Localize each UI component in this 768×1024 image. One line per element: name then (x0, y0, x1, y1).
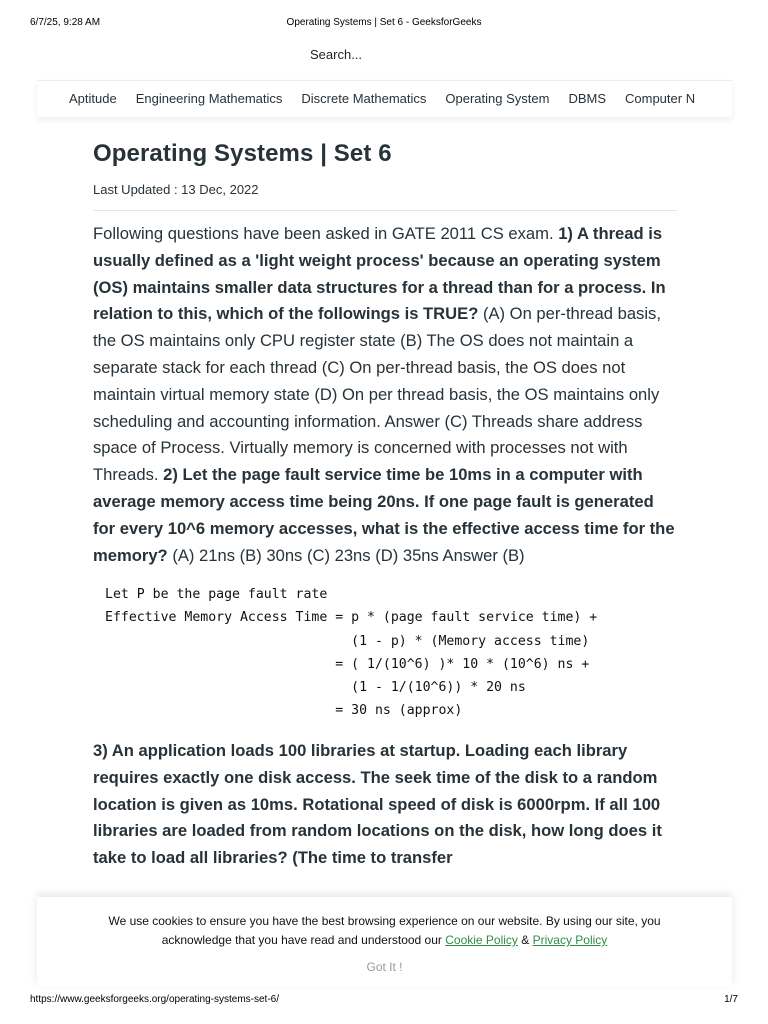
question-3: 3) An application loads 100 libraries at startup. Loading each library requires exactly one disk access. The seek time of the disk to a random location is given as 10ms. Rotational speed of disk is 6000rpm. If all 100 libraries are loaded from random locations on the disk, how long does it take to load all libraries? (The time to transfer (93, 740, 662, 868)
cookie-policy-link[interactable]: Cookie Policy (445, 933, 518, 947)
print-header (30, 17, 738, 31)
got-it-button[interactable]: Got It ! (366, 960, 403, 974)
article-title: Operating Systems | Set 6 (93, 140, 392, 167)
search-input[interactable]: Search... (310, 47, 363, 62)
article-body (93, 221, 677, 569)
nav-item-computer-networks[interactable]: Computer N (625, 91, 696, 106)
nav-item-dbms[interactable]: DBMS (568, 91, 606, 106)
code-block: Let P be the page fault rate Effective Memory Access Time = p * (page fault service time) + (1 - p) * (Memory access time) = ( 1/(10^6) )* 10 * (10^6) ns + (1 - 1/(10^6)) * 20 ns = 30 ns (approx) (105, 587, 598, 718)
privacy-policy-link[interactable]: Privacy Policy (532, 933, 608, 947)
intro-text: Following questions have been asked in GATE 2011 CS exam. (93, 224, 559, 243)
nav-item-engineering-mathematics[interactable]: Engineering Mathematics (135, 91, 283, 106)
print-datetime: 6/7/25, 9:28 AM (30, 17, 101, 28)
print-page-title: Operating Systems | Set 6 - GeeksforGeeks (286, 17, 482, 28)
divider (93, 210, 677, 211)
article (93, 140, 677, 872)
question-1: 1) A thread is usually defined as a 'light weight process' because an operating system (OS) maintains smaller data structures for a thread than for a process. In relation to this, which of the followings is TRUE? (93, 224, 666, 324)
nav-item-aptitude[interactable]: Aptitude (69, 91, 117, 106)
question-1-answer: (A) On per-thread basis, the OS maintains only CPU register state (B) The OS does not maintain a separate stack for each thread (C) On per-thread basis, the OS does not maintain virtual memory state (D) On per thread basis, the OS maintains only scheduling and accounting information. Answer (C) Threads share address space of Process. Virtually memory is concerned with processes not with Threads. (93, 304, 661, 485)
cookie-amp: & (517, 933, 533, 947)
top-nav (37, 80, 732, 117)
question-2-answer: (A) 21ns (B) 30ns (C) 23ns (D) 35ns Answer (B) (167, 545, 525, 565)
question-2: 2) Let the page fault service time be 10ms in a computer with average memory access time being 20ns. If one page fault is generated for every 10^6 memory accesses, what is the effective access time for the memory? (93, 465, 675, 565)
cookie-message (37, 912, 732, 950)
cookie-banner (37, 897, 732, 987)
nav-item-discrete-mathematics[interactable]: Discrete Mathematics (301, 91, 427, 106)
last-updated: Last Updated : 13 Dec, 2022 (93, 182, 259, 197)
cookie-text: We use cookies to ensure you have the best browsing experience on our website. By using our site, you acknowledge that you have read and understood our (108, 914, 661, 947)
print-url: https://www.geeksforgeeks.org/operating-systems-set-6/ (30, 994, 279, 1005)
print-page-number: 1/7 (724, 994, 738, 1005)
nav-item-operating-system[interactable]: Operating System (445, 91, 550, 106)
